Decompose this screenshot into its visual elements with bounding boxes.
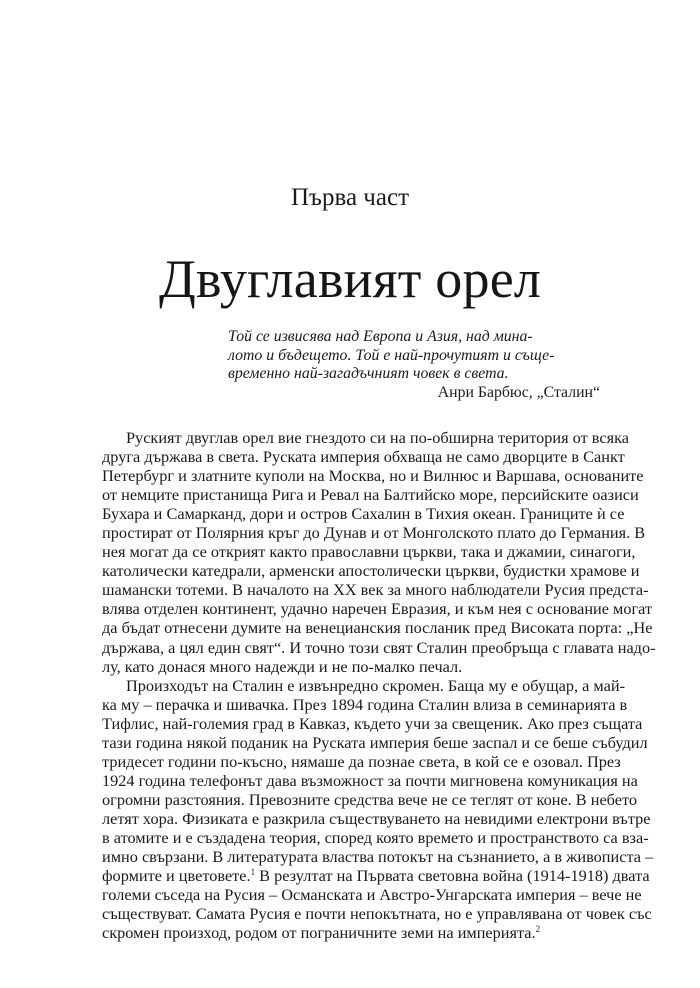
text-line: ка му – перачка и шивачка. През 1894 година Сталин влиза в семинарията в	[102, 694, 628, 714]
text-line: държава, а цял един свят“. И точно този свят Сталин преобръща с главата надо-	[102, 637, 656, 657]
text-line: католически катедрали, арменски апостолически църкви, будистки храмове и	[102, 561, 640, 581]
text-line: шамански тотеми. В началото на XX век за много наблюдатели Русия предста-	[102, 580, 649, 600]
text-line: тридесет години по-късно, нямаше да познае света, в кой се е озовал. През	[102, 751, 621, 771]
text-line: тази година някой поданик на Руската империя беше заспал и се беше събудил	[102, 732, 648, 752]
text-line: нея могат да се открият както православни църкви, така и джамии, синагоги,	[102, 542, 636, 562]
epigraph	[228, 328, 600, 403]
chapter-title: Двуглавият орел	[158, 249, 542, 309]
text-fragment: скромен произход, родом от пограничните земи на империята.	[102, 923, 536, 943]
text-line: Руският двуглав орел вие гнездото си на по-обширна територия от всяка	[126, 428, 629, 447]
text-line: съществуват. Самата Русия е почти непокътната, но е управлявана от човек със	[102, 904, 652, 924]
text-line: летят хора. Физиката е разкрила съществуването на невидими електрони вътре	[102, 808, 651, 828]
footnote-mark: 1	[250, 867, 256, 878]
text-line: огромни разстояния. Превозните средства вече не се теглят от коне. В небето	[102, 789, 638, 809]
text-line: лу, като донася много надежди и не по-малко печал.	[102, 656, 463, 676]
part-title: Първа част	[291, 184, 409, 211]
text-line: големи съседа на Русия – Османската и Австро-Унгарската империя – вече не	[102, 885, 642, 905]
text-line-with-footnote	[102, 923, 600, 942]
epigraph-attribution: Анри Барбюс, „Сталин“	[437, 384, 600, 402]
epigraph-line: лото и бъдещето. Той е най-прочутият и съще-	[228, 346, 555, 364]
text-line: Петербург и златните куполи на Москва, но и Вилнюс и Варшава, основаните	[102, 466, 644, 486]
text-line: друга държава в света. Руската империя обхваща не само дворците в Санкт	[102, 447, 625, 467]
text-line-with-footnote	[102, 866, 650, 886]
footnote-mark: 2	[535, 924, 541, 935]
text-fragment: формите и цветовете.	[102, 866, 251, 886]
body-text	[102, 428, 656, 943]
epigraph-line: Той се извисява над Европа и Азия, над мина-	[228, 328, 533, 345]
text-line: простират от Полярния кръг до Дунав и от Монголското плато до Германия. В	[102, 523, 646, 543]
text-line: имно свързани. В литературата властва потокът на съзнанието, а в живописта –	[102, 847, 654, 867]
text-line: в атомите и е създадена теория, според която времето и пространството са вза-	[102, 827, 649, 847]
epigraph-line: временно най-загадъчният човек в света.	[228, 365, 509, 383]
text-line: от немците пристанища Рига и Ревал на Балтийско море, персийските оазиси	[102, 485, 639, 505]
text-line: влява отделен континент, удачно наречен Евразия, и към нея с основание могат	[102, 599, 653, 619]
text-line: Произходът на Сталин е извънредно скромен. Баща му е обущар, а май-	[126, 675, 625, 695]
text-line: Тифлис, най-големия град в Кавказ, където учи за свещеник. Ако през същата	[102, 713, 643, 733]
text-fragment: В резултат на Първата световна война (1914-1918) двата	[255, 866, 650, 886]
text-line: Бухара и Самарканд, дори и остров Сахалин в Тихия океан. Границите ѝ се	[102, 504, 625, 524]
text-line: 1924 година телефонът дава възможност за почти мигновена комуникация на	[102, 770, 638, 790]
text-line: да бъдат отнесени думите на венецианския посланик пред Високата порта: „Не	[102, 618, 653, 638]
